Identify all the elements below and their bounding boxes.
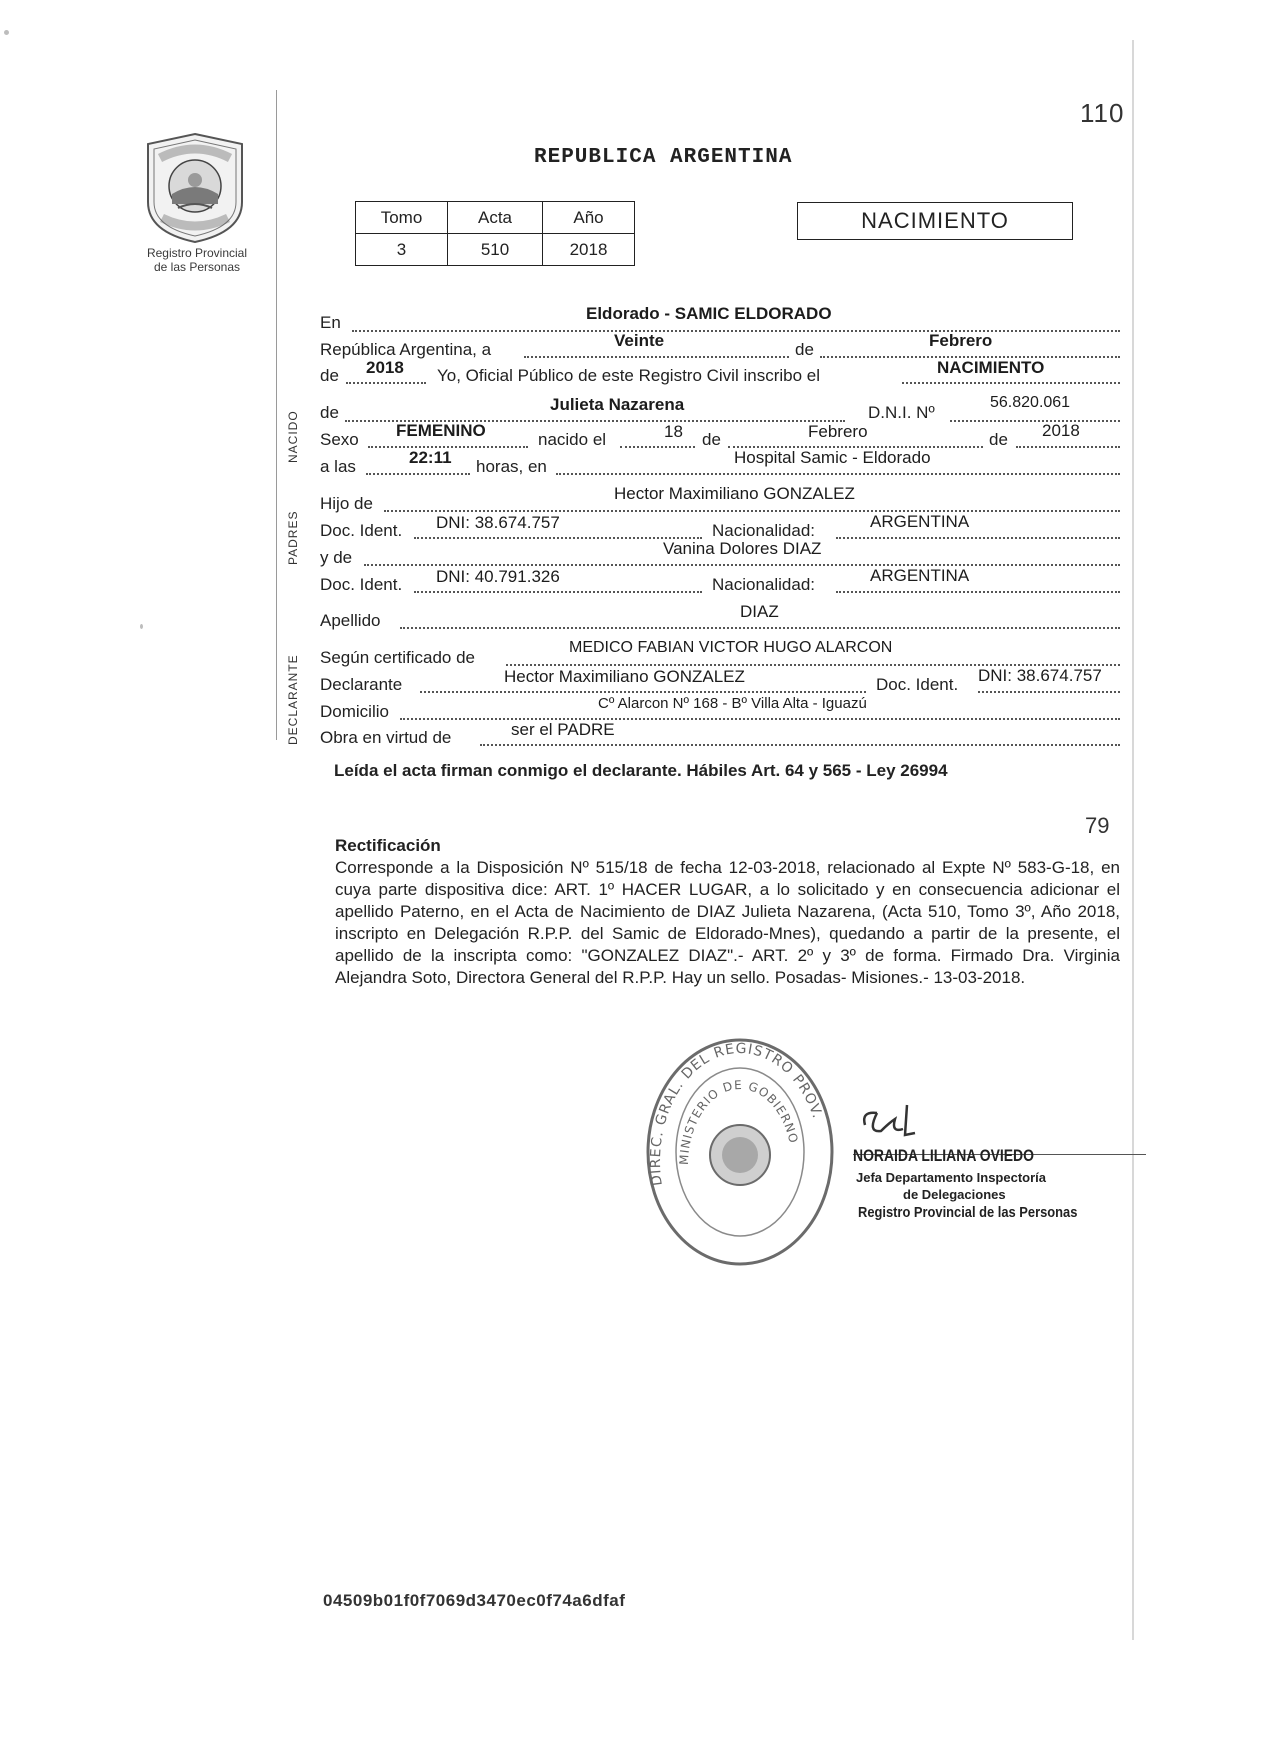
dotted-line [836, 537, 1120, 539]
row-en [320, 313, 341, 339]
registry-table [355, 201, 635, 266]
leida-statement: Leída el acta firman conmigo el declarante. Hábiles Art. 64 y 565 - Ley 26994 [334, 761, 948, 780]
hijo-de-label: Hijo de [320, 494, 373, 513]
de-label: de [795, 340, 814, 359]
record-type-box: NACIMIENTO [797, 202, 1073, 240]
horas-label: horas, en [476, 457, 547, 476]
dotted-line [950, 420, 1120, 422]
registry-value-acta: 510 [448, 234, 543, 266]
de-label-1 [795, 340, 814, 366]
rectificacion-body: Corresponde a la Disposición Nº 515/18 de fecha 12-03-2018, relacionado al Expte Nº 583-G-18, en cuya parte dispositiva dice: ART. 1º HACER LUGAR, a lo solicitado y en consecuencia adicionar el apellido Paterno, en el Acta de Nacimiento de DIAZ Julieta Nazarena, (Acta 510, Tomo 3º, Año 2018, inscripto en Delegación R.P.P. del Samic de Eldorado-Mnes), quedando a partir de la presente, el apellido de la inscripta como: "GONZALEZ DIAZ".- ART. 2º y 3º de forma. Firmado Dra. Virginia Alejandra Soto, Directora General del R.P.P. Hay un sello. Posadas- Misiones.- 13-03-2018. [335, 858, 1120, 987]
row-hijo [320, 494, 373, 520]
stamp-inner-text: MINISTERIO DE GOBIERNO [676, 1077, 801, 1166]
stamp-outer-text: DIREC. GRAL. DEL REGISTRO PROV. [647, 1040, 826, 1187]
father-doc-value: DNI: 38.674.757 [436, 513, 560, 532]
registry-header-row [356, 202, 635, 234]
dotted-line [400, 718, 1120, 720]
dotted-line [836, 591, 1120, 593]
seal-icon [142, 132, 248, 244]
child-name-value: Julieta Nazarena [550, 395, 685, 414]
registry-value-ano: 2018 [543, 234, 635, 266]
father-name-value: Hector Maximiliano GONZALEZ [614, 484, 855, 503]
de-label-3: de [989, 430, 1008, 449]
apellido-value: DIAZ [740, 602, 779, 621]
row-apellido [320, 611, 381, 637]
marginal-number: 79 [1085, 813, 1110, 838]
birth-year-value: 2018 [1042, 421, 1080, 440]
mother-name-value: Vanina Dolores DIAZ [663, 539, 822, 558]
birth-place-value: Hospital Samic - Eldorado [734, 448, 931, 467]
signatory-title-line1: Jefa Departamento Inspectoría [856, 1170, 1047, 1185]
signatory-name: NORAIDA LILIANA OVIEDO [853, 1146, 1034, 1165]
handwritten-signature [855, 1103, 1140, 1143]
registry-header-ano: Año [543, 202, 635, 234]
row-hora [320, 457, 356, 483]
mother-nacionalidad-label: Nacionalidad: [712, 575, 816, 594]
dotted-line [480, 744, 1120, 746]
dotted-line [400, 627, 1120, 629]
horas-row [476, 457, 547, 483]
apellido-label: Apellido [320, 611, 381, 630]
row-father-doc [320, 521, 402, 547]
dotted-line [1016, 446, 1120, 448]
dotted-line [352, 330, 1120, 332]
document-title: REPUBLICA ARGENTINA [534, 146, 793, 169]
nacido-el-row [538, 430, 606, 456]
dotted-line [364, 564, 1120, 566]
child-dni-value: 56.820.061 [990, 394, 1071, 411]
dni-label: D.N.I. Nº [868, 403, 935, 422]
logo-caption [118, 246, 276, 274]
signature-icon [855, 1103, 1140, 1143]
en-value: Eldorado - SAMIC ELDORADO [586, 304, 832, 323]
signatory-title-line2: de Delegaciones [903, 1187, 1006, 1202]
row-domicilio [320, 702, 389, 728]
de-row-2 [702, 430, 721, 456]
row-segun [320, 648, 475, 674]
domicilio-label: Domicilio [320, 702, 389, 721]
mother-nac-row [712, 575, 815, 601]
scan-edge [1132, 40, 1134, 1640]
section-label-nacido: NACIDO [286, 410, 300, 463]
dotted-line [366, 473, 470, 475]
birth-month-value: Febrero [808, 422, 868, 441]
act-value: NACIMIENTO [937, 358, 1045, 377]
signatory-title-line3: Registro Provincial de las Personas [858, 1204, 1078, 1221]
left-margin-line [276, 90, 277, 740]
oficial-text: Yo, Oficial Público de este Registro Civil inscribo el [437, 366, 820, 385]
dotted-line [420, 691, 866, 693]
dotted-line [620, 446, 695, 448]
nacido-el-label: nacido el [538, 430, 607, 449]
de-row-3 [989, 430, 1008, 456]
row-republica [320, 340, 491, 366]
oficial-text-row [437, 366, 820, 392]
y-de-label: y de [320, 548, 353, 567]
birth-time-value: 22:11 [409, 448, 452, 467]
dotted-line [414, 591, 702, 593]
scan-speck [4, 30, 9, 35]
birth-day-value: 18 [664, 422, 683, 441]
dni-label-row [868, 403, 935, 429]
scan-speck [140, 624, 143, 629]
dotted-line [524, 356, 789, 358]
dotted-line [556, 473, 1120, 475]
sexo-label: Sexo [320, 430, 359, 449]
declarante-doc-row [876, 675, 958, 701]
declarante-doc-value: DNI: 38.674.757 [978, 666, 1102, 685]
dotted-line [414, 537, 702, 539]
logo-caption-line2: de las Personas [153, 260, 241, 274]
obra-label: Obra en virtud de [320, 728, 452, 747]
row-yde [320, 548, 352, 574]
obra-value: ser el PADRE [511, 720, 615, 739]
segun-label: Según certificado de [320, 648, 475, 667]
dotted-line [384, 510, 1120, 512]
de-label-2: de [702, 430, 721, 449]
logo-caption-line1: Registro Provincial [146, 246, 248, 260]
registry-value-row [356, 234, 635, 266]
segun-value: MEDICO FABIAN VICTOR HUGO ALARCON [569, 639, 893, 656]
mother-nationality-value: ARGENTINA [870, 566, 970, 585]
father-doc-label: Doc. Ident. [320, 521, 403, 540]
mother-doc-value: DNI: 40.791.326 [436, 567, 560, 586]
sexo-value: FEMENINO [396, 421, 486, 440]
document-hash: 04509b01f0f7069d3470ec0f74a6dfaf [323, 1591, 626, 1610]
row-nacido-name [320, 403, 339, 429]
rectificacion-heading: Rectificación [335, 836, 441, 855]
registry-header-tomo: Tomo [356, 202, 448, 234]
row-oficial [320, 366, 339, 392]
registry-header-acta: Acta [448, 202, 543, 234]
month-value: Febrero [929, 331, 993, 350]
declarante-label: Declarante [320, 675, 403, 694]
page-number: 110 [1080, 98, 1125, 128]
dotted-line [902, 382, 1120, 384]
year-value: 2018 [366, 358, 404, 377]
registry-value-tomo: 3 [356, 234, 448, 266]
row-declarante [320, 675, 402, 701]
row-mother-doc [320, 575, 402, 601]
father-nationality-value: ARGENTINA [870, 512, 970, 531]
day-value: Veinte [614, 331, 665, 350]
section-label-declarante: DECLARANTE [286, 654, 300, 745]
row-sexo [320, 430, 359, 456]
domicilio-value: Cº Alarcon Nº 168 - Bº Villa Alta - Iguazú [598, 695, 867, 712]
official-stamp [640, 1035, 840, 1269]
a-las-label: a las [320, 457, 356, 476]
dotted-line [346, 382, 426, 384]
declarante-value: Hector Maximiliano GONZALEZ [504, 667, 745, 686]
row-obra [320, 728, 451, 754]
year-prefix-label: de [320, 366, 339, 385]
en-label: En [320, 313, 341, 332]
republica-label: República Argentina, a [320, 340, 492, 359]
nacido-de-label: de [320, 403, 339, 422]
stamp-icon [640, 1035, 840, 1269]
declarante-doc-label: Doc. Ident. [876, 675, 959, 694]
father-nacionalidad-label: Nacionalidad: [712, 521, 816, 540]
provincial-seal-logo [142, 132, 248, 244]
mother-doc-label: Doc. Ident. [320, 575, 403, 594]
dotted-line [978, 691, 1120, 693]
section-label-padres: PADRES [286, 510, 300, 565]
